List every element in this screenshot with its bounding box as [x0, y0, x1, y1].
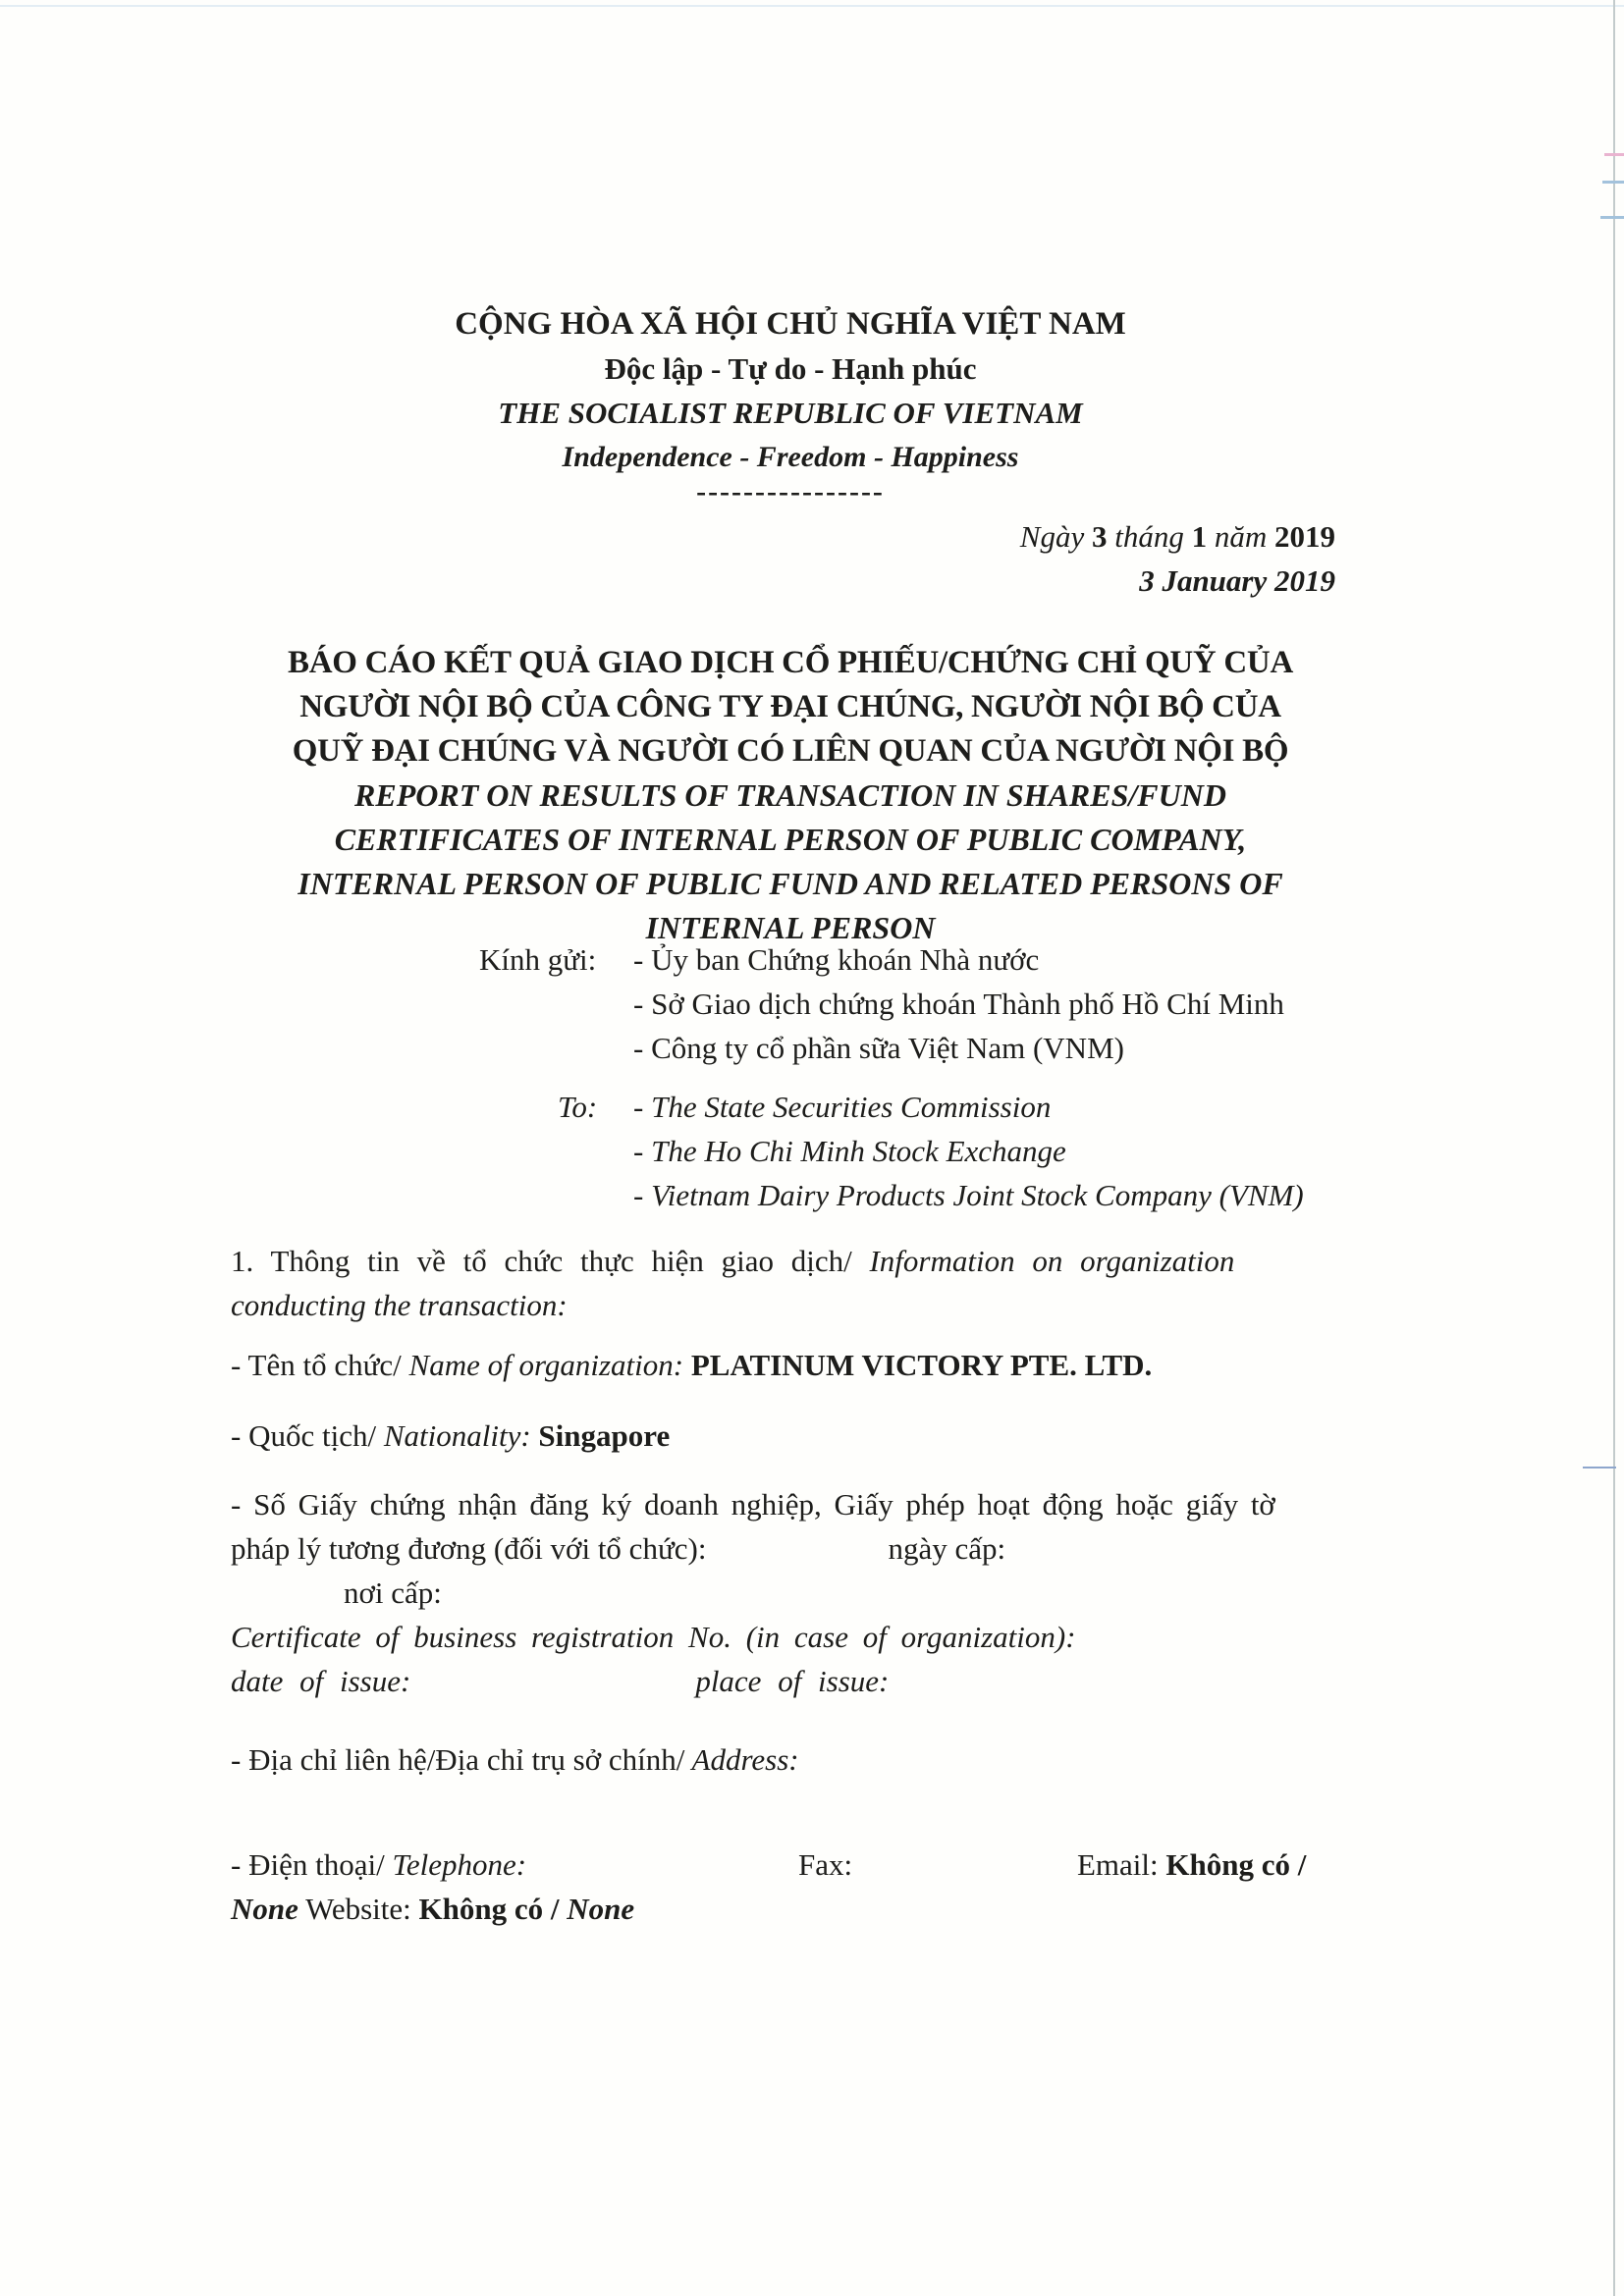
- email-group: [1077, 1842, 1306, 1887]
- scan-artifact-tick-pink: [1604, 153, 1624, 156]
- dateline-vi-day: 3: [1091, 519, 1108, 554]
- section1-heading-line1: [231, 1239, 1350, 1283]
- dateline-vi-year: 2019: [1274, 519, 1335, 554]
- registration-issue-place-label-en: place of issue:: [695, 1664, 890, 1698]
- field-nationality: [231, 1414, 1350, 1458]
- recipients-en: [558, 1085, 1304, 1217]
- national-header-en-motto: Independence - Freedom - Happiness: [562, 441, 1019, 473]
- nationality-label-vi: - Quốc tịch/: [231, 1418, 377, 1453]
- document-title-en-line2: CERTIFICATES OF INTERNAL PERSON OF PUBLIC COMPANY,: [334, 822, 1247, 857]
- registration-vi-line2-text: pháp lý tương đương (đối với tổ chức):: [231, 1531, 707, 1566]
- fax-label: Fax:: [798, 1847, 853, 1882]
- recipients-en-items: [633, 1085, 1304, 1217]
- document-title-en-line3: INTERNAL PERSON OF PUBLIC FUND AND RELATED PERSONS OF: [298, 866, 1283, 901]
- field-business-registration: [231, 1482, 1350, 1703]
- document-title-vi-line1: BÁO CÁO KẾT QUẢ GIAO DỊCH CỔ PHIẾU/CHỨNG CHỈ QUỸ CỦA: [288, 645, 1293, 680]
- field-organization-name: [231, 1343, 1350, 1387]
- email-label: Email:: [1077, 1847, 1159, 1882]
- phone-label-en: Telephone:: [384, 1847, 527, 1882]
- dateline-vi: [231, 514, 1335, 559]
- contact-line2: [231, 1887, 1350, 1931]
- email-value-bold: Không có /: [1158, 1847, 1307, 1882]
- recipient-en-item-2: - The Ho Chi Minh Stock Exchange: [633, 1134, 1066, 1168]
- recipients-en-label: To:: [558, 1090, 598, 1124]
- national-header: [231, 302, 1350, 505]
- address-label-vi: - Địa chỉ liên hệ/Địa chỉ trụ sở chính/: [231, 1742, 685, 1777]
- recipient-en-item-3: - Vietnam Dairy Products Joint Stock Company (VNM): [633, 1178, 1304, 1212]
- registration-vi-line2: [231, 1526, 1350, 1571]
- scan-artifact-tick-blue-1: [1602, 181, 1624, 184]
- dateline-vi-word-nam: năm: [1207, 519, 1274, 554]
- registration-en-line2: [231, 1659, 1350, 1703]
- document-title-vi-line3: QUỸ ĐẠI CHÚNG VÀ NGƯỜI CÓ LIÊN QUAN CỦA NGƯỜI NỘI BỘ: [292, 733, 1289, 769]
- section1-heading: [231, 1239, 1350, 1327]
- recipient-vi-item-3: - Công ty cổ phần sữa Việt Nam (VNM): [633, 1031, 1124, 1065]
- section1-heading-vi: 1. Thông tin về tổ chức thực hiện giao dịch/: [231, 1244, 852, 1278]
- field-contact: [231, 1842, 1350, 1931]
- national-header-vi-title: CỘNG HÒA XÃ HỘI CHỦ NGHĨA VIỆT NAM: [455, 306, 1126, 342]
- document-title-en-line1: REPORT ON RESULTS OF TRANSACTION IN SHARES/FUND: [354, 777, 1226, 813]
- org-name-value: PLATINUM VICTORY PTE. LTD.: [690, 1348, 1153, 1382]
- document-title: [231, 641, 1350, 950]
- scan-artifact-tick-violet: [1583, 1467, 1616, 1468]
- dateline-vi-word-ngay: Ngày: [1019, 519, 1092, 554]
- header-divider: ----------------: [696, 475, 885, 507]
- registration-issue-date-label-en: date of issue:: [231, 1664, 411, 1698]
- recipients-vi: [479, 937, 1284, 1070]
- national-header-en-title: THE SOCIALIST REPUBLIC OF VIETNAM: [498, 396, 1083, 430]
- phone-label-vi: - Điện thoại/: [231, 1847, 385, 1882]
- website-value-italic: None: [559, 1892, 635, 1926]
- section1-heading-en-part2: conducting the transaction:: [231, 1288, 568, 1322]
- registration-issue-date-label-vi: ngày cấp:: [888, 1531, 1006, 1566]
- recipient-vi-item-1: - Ủy ban Chứng khoán Nhà nước: [633, 942, 1040, 977]
- registration-issue-place-label-vi: nơi cấp:: [344, 1575, 442, 1610]
- nationality-label-en: Nationality:: [376, 1418, 539, 1453]
- field-address: [231, 1737, 1350, 1782]
- email-value-italic: None: [231, 1892, 298, 1926]
- section1-heading-en-part1: Information on organization: [851, 1244, 1235, 1278]
- nationality-value: Singapore: [538, 1418, 671, 1453]
- registration-vi-line1: - Số Giấy chứng nhận đăng ký doanh nghiệp, Giấy phép hoạt động hoặc giấy tờ: [231, 1487, 1275, 1522]
- recipients-vi-label: Kính gửi:: [479, 942, 597, 977]
- registration-en-line1: Certificate of business registration No. (in case of organization):: [231, 1620, 1076, 1654]
- org-name-label-en: Name of organization:: [401, 1348, 691, 1382]
- dateline-vi-month: 1: [1191, 519, 1208, 554]
- recipient-en-item-1: - The State Securities Commission: [633, 1090, 1052, 1124]
- website-label: Website:: [298, 1892, 419, 1926]
- dateline: [231, 514, 1350, 603]
- recipient-vi-item-2: - Sở Giao dịch chứng khoán Thành phố Hồ Chí Minh: [633, 987, 1284, 1021]
- dateline-vi-word-thang: tháng: [1107, 519, 1192, 554]
- website-value-bold: Không có /: [418, 1892, 560, 1926]
- contact-line1: [231, 1842, 1350, 1887]
- recipients-vi-items: [633, 937, 1284, 1070]
- document-title-en-line4: INTERNAL PERSON: [645, 910, 936, 945]
- address-label-en: Address:: [684, 1742, 799, 1777]
- scan-artifact-tick-blue-2: [1600, 216, 1624, 219]
- scan-artifact-top-line: [0, 5, 1624, 7]
- dateline-en: 3 January 2019: [1139, 563, 1335, 598]
- national-header-vi-motto: Độc lập - Tự do - Hạnh phúc: [604, 351, 977, 386]
- document-title-vi-line2: NGƯỜI NỘI BỘ CỦA CÔNG TY ĐẠI CHÚNG, NGƯỜI NỘI BỘ CỦA: [299, 689, 1281, 724]
- org-name-label-vi: - Tên tổ chức/: [231, 1348, 402, 1382]
- scan-artifact-edge-line: [1613, 0, 1615, 2296]
